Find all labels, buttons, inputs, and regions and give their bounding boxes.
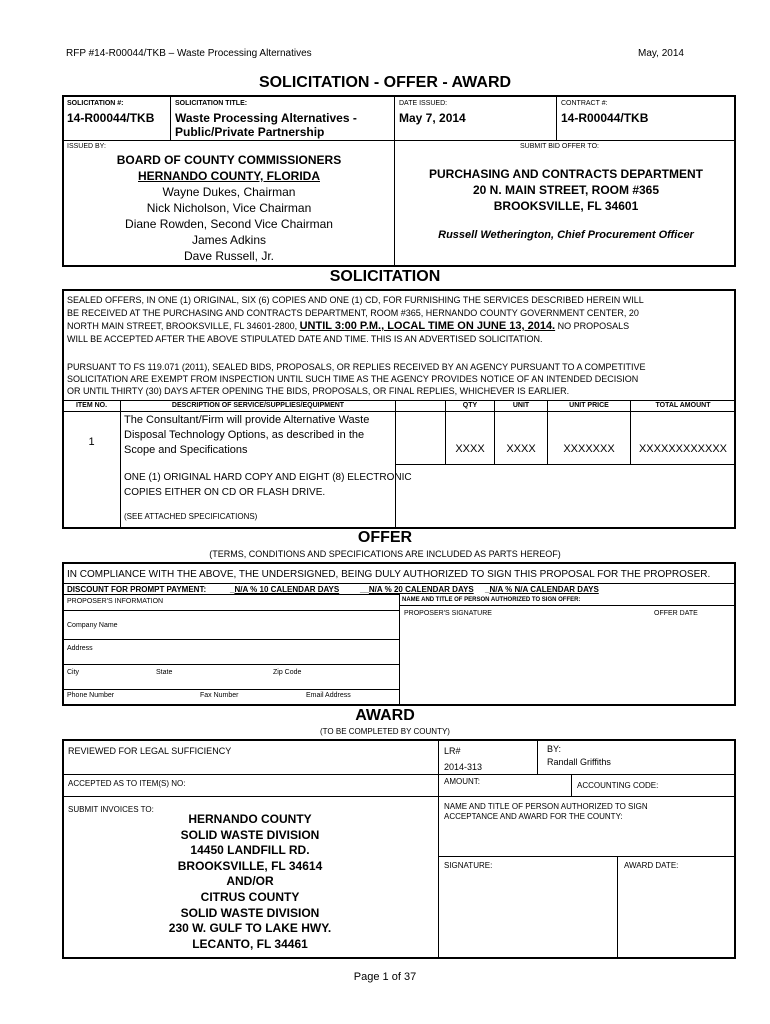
amount-label: AMOUNT:	[444, 777, 480, 786]
solicitation-p1-line2: BE RECEIVED AT THE PURCHASING AND CONTRACTS DEPARTMENT, ROOM #365, HERNANDO COUNTY GOVERNMENT CENTER, 20	[67, 308, 639, 318]
issuer-commissioner-1: James Adkins	[191, 233, 267, 247]
solicitation-paragraph-1	[67, 294, 644, 346]
invoice-line-2: SOLID WASTE DIVISION	[180, 827, 320, 842]
item-total: XXXXXXXXXXXX	[638, 443, 728, 455]
award-subheading: (TO BE COMPLETED BY COUNTY)	[320, 727, 450, 736]
issuer-vice-chairman: Nick Nicholson, Vice Chairman	[146, 201, 312, 215]
issuer-commissioner-2: Dave Russell, Jr.	[183, 249, 275, 263]
solicitation-p2-line2: SOLICITATION ARE EXEMPT FROM INSPECTION UNTIL SUCH TIME AS THE AGENCY PROVIDES NOTICE OF AN INTENDED DECISION	[67, 374, 639, 384]
offer-heading: OFFER	[357, 529, 413, 546]
item-qty: XXXX	[455, 443, 485, 455]
solicitation-paragraph-2	[67, 361, 646, 397]
item-description	[124, 413, 369, 458]
legal-sufficiency-label: REVIEWED FOR LEGAL SUFFICIENCY	[68, 746, 232, 756]
lr-number-value: 2014-313	[444, 762, 483, 772]
item-desc-line2: Disposal Technology Options, as described in the	[124, 429, 365, 441]
contract-number-label: CONTRACT #:	[561, 100, 608, 107]
submit-invoices-label: SUBMIT INVOICES TO:	[68, 805, 154, 814]
page-title: SOLICITATION - OFFER - AWARD	[258, 74, 512, 91]
solicitation-title-line1: Waste Processing Alternatives -	[175, 111, 357, 125]
offer-date-label: OFFER DATE	[654, 610, 698, 617]
item-desc-line3: Scope and Specifications	[124, 444, 248, 456]
discount-label: DISCOUNT FOR PROMPT PAYMENT:	[67, 585, 207, 594]
by-label: BY:	[547, 744, 562, 754]
submit-to-department: PURCHASING AND CONTRACTS DEPARTMENT	[429, 167, 703, 181]
invoice-line-1: HERNANDO COUNTY	[188, 812, 312, 826]
solicitation-p2-line3: OR UNTIL THIRTY (30) DAYS AFTER OPENING THE BIDS, PROPOSALS, OR FINAL REPLIES, WHICHEVER IS EARLIER.	[67, 386, 570, 396]
item-note	[124, 470, 412, 500]
proposer-signature-label: PROPOSER'S SIGNATURE	[404, 610, 492, 617]
col-unit: UNIT	[512, 402, 530, 409]
email-label: Email Address	[306, 692, 351, 699]
discount-10-days: _N/A % 10 CALENDAR DAYS	[230, 585, 340, 594]
col-qty: QTY	[462, 402, 478, 409]
accounting-code-label: ACCOUNTING CODE:	[577, 781, 659, 790]
authorized-signer-label: NAME AND TITLE OF PERSON AUTHORIZED TO SIGN OFFER:	[402, 597, 581, 603]
discount-other: _N/A % N/A CALENDAR DAYS	[485, 585, 599, 594]
issuer-county: HERNANDO COUNTY, FLORIDA	[138, 169, 320, 183]
invoice-address	[150, 812, 350, 952]
col-unit-price: UNIT PRICE	[569, 402, 609, 409]
date-issued-label: DATE ISSUED:	[399, 100, 448, 107]
zip-label: Zip Code	[273, 669, 302, 676]
award-heading: AWARD	[355, 707, 415, 724]
invoice-line-3: 14450 LANDFILL RD.	[190, 843, 310, 858]
solicitation-p1-line3-post: NO PROPOSALS	[555, 321, 630, 331]
col-item-no: ITEM NO.	[75, 402, 108, 409]
issuer-board: BOARD OF COUNTY COMMISSIONERS	[116, 153, 342, 167]
solicitation-p1-line4: WILL BE ACCEPTED AFTER THE ABOVE STIPULATED DATE AND TIME. THIS IS AN ADVERTISED SOLICITATION.	[67, 334, 543, 344]
item-note-line2: COPIES EITHER ON CD OR FLASH DRIVE.	[124, 487, 326, 498]
invoice-line-9: LECANTO, FL 34461	[192, 936, 308, 951]
lr-number-label: LR#	[444, 746, 461, 756]
item-number: 1	[88, 436, 95, 448]
discount-20-days: __N/A % 20 CALENDAR DAYS	[360, 585, 474, 594]
header-rfp-title: RFP #14-R00044/TKB – Waste Processing Alternatives	[66, 48, 312, 59]
contract-number: 14-R00044/TKB	[561, 111, 649, 125]
solicitation-p1-line1: SEALED OFFERS, IN ONE (1) ORIGINAL, SIX (6) COPIES AND ONE (1) CD, FOR FURNISHING THE SERVICES DESCRIBED HEREIN WILL	[67, 295, 644, 305]
see-attached-specs: (SEE ATTACHED SPECIFICATIONS)	[124, 512, 258, 521]
page-number: Page 1 of 37	[353, 971, 417, 983]
fax-label: Fax Number	[200, 692, 239, 699]
col-total-amount: TOTAL AMOUNT	[655, 402, 711, 409]
solicitation-title-line2: Public/Private Partnership	[175, 125, 325, 139]
county-signer-label	[444, 802, 648, 822]
submit-to-city: BROOKSVILLE, FL 34601	[493, 199, 639, 213]
issued-by-label: ISSUED BY:	[67, 143, 106, 150]
submit-to-street: 20 N. MAIN STREET, ROOM #365	[472, 183, 660, 197]
city-label: City	[67, 669, 80, 676]
invoice-line-8: 230 W. GULF TO LAKE HWY.	[168, 921, 332, 936]
header-date: May, 2014	[638, 48, 684, 59]
item-unit: XXXX	[506, 443, 536, 455]
phone-label: Phone Number	[67, 692, 115, 699]
invoice-line-5: AND/OR	[226, 874, 274, 889]
offer-subheading: (TERMS, CONDITIONS AND SPECIFICATIONS ARE INCLUDED AS PARTS HEREOF)	[209, 549, 561, 559]
invoice-line-7: SOLID WASTE DIVISION	[180, 905, 320, 920]
solicitation-heading: SOLICITATION	[329, 268, 441, 285]
solicitation-number: 14-R00044/TKB	[67, 111, 155, 125]
county-signer-line1: NAME AND TITLE OF PERSON AUTHORIZED TO SIGN	[444, 802, 648, 811]
address-label: Address	[67, 645, 93, 652]
issuer-chairman: Wayne Dukes, Chairman	[162, 185, 296, 199]
county-signer-line2: ACCEPTANCE AND AWARD FOR THE COUNTY:	[444, 812, 623, 821]
solicitation-p1-line3	[67, 320, 644, 333]
date-issued: May 7, 2014	[399, 111, 466, 125]
compliance-statement: IN COMPLIANCE WITH THE ABOVE, THE UNDERSIGNED, BEING DULY AUTHORIZED TO SIGN THIS PROPOSAL FOR THE PROPROSER.	[67, 569, 711, 580]
county-signature-label: SIGNATURE:	[444, 861, 493, 870]
item-unit-price: XXXXXXX	[563, 443, 615, 455]
item-desc-line1: The Consultant/Firm will provide Alternative Waste	[124, 414, 370, 426]
award-date-label: AWARD DATE:	[624, 861, 679, 870]
solicitation-number-label: SOLICITATION #:	[67, 100, 124, 107]
deadline-text: UNTIL 3:00 P.M., LOCAL TIME ON JUNE 13, 2014.	[299, 320, 556, 332]
solicitation-p1-line3-pre: NORTH MAIN STREET, BROOKSVILLE, FL 34601-2800,	[67, 321, 300, 331]
invoice-line-6: CITRUS COUNTY	[200, 889, 300, 904]
solicitation-title-label: SOLICITATION TITLE:	[175, 100, 248, 107]
reviewer-name: Randall Griffiths	[547, 757, 611, 767]
state-label: State	[156, 669, 173, 676]
submit-bid-label: SUBMIT BID OFFER TO:	[520, 143, 599, 150]
invoice-line-4: BROOKSVILLE, FL 34614	[177, 858, 323, 873]
procurement-officer: Russell Wetherington, Chief Procurement Officer	[438, 229, 694, 241]
issuer-block	[100, 152, 358, 264]
col-description: DESCRIPTION OF SERVICE/SUPPLIES/EQUIPMENT	[171, 402, 345, 409]
issuer-second-vice-chairman: Diane Rowden, Second Vice Chairman	[125, 217, 333, 231]
solicitation-p2-line1: PURSUANT TO FS 119.071 (2011), SEALED BIDS, PROPOSALS, OR REPLIES RECEIVED BY AN AGENCY PURSUANT TO A COMPETITIVE	[67, 362, 646, 372]
accepted-items-label: ACCEPTED AS TO ITEM(S) NO:	[68, 779, 186, 788]
proposer-info-label: PROPOSER'S INFORMATION	[67, 598, 164, 605]
company-name-label: Company Name	[67, 622, 118, 629]
submit-to-block	[396, 166, 736, 214]
item-note-line1: ONE (1) ORIGINAL HARD COPY AND EIGHT (8) ELECTRONIC	[124, 472, 412, 483]
